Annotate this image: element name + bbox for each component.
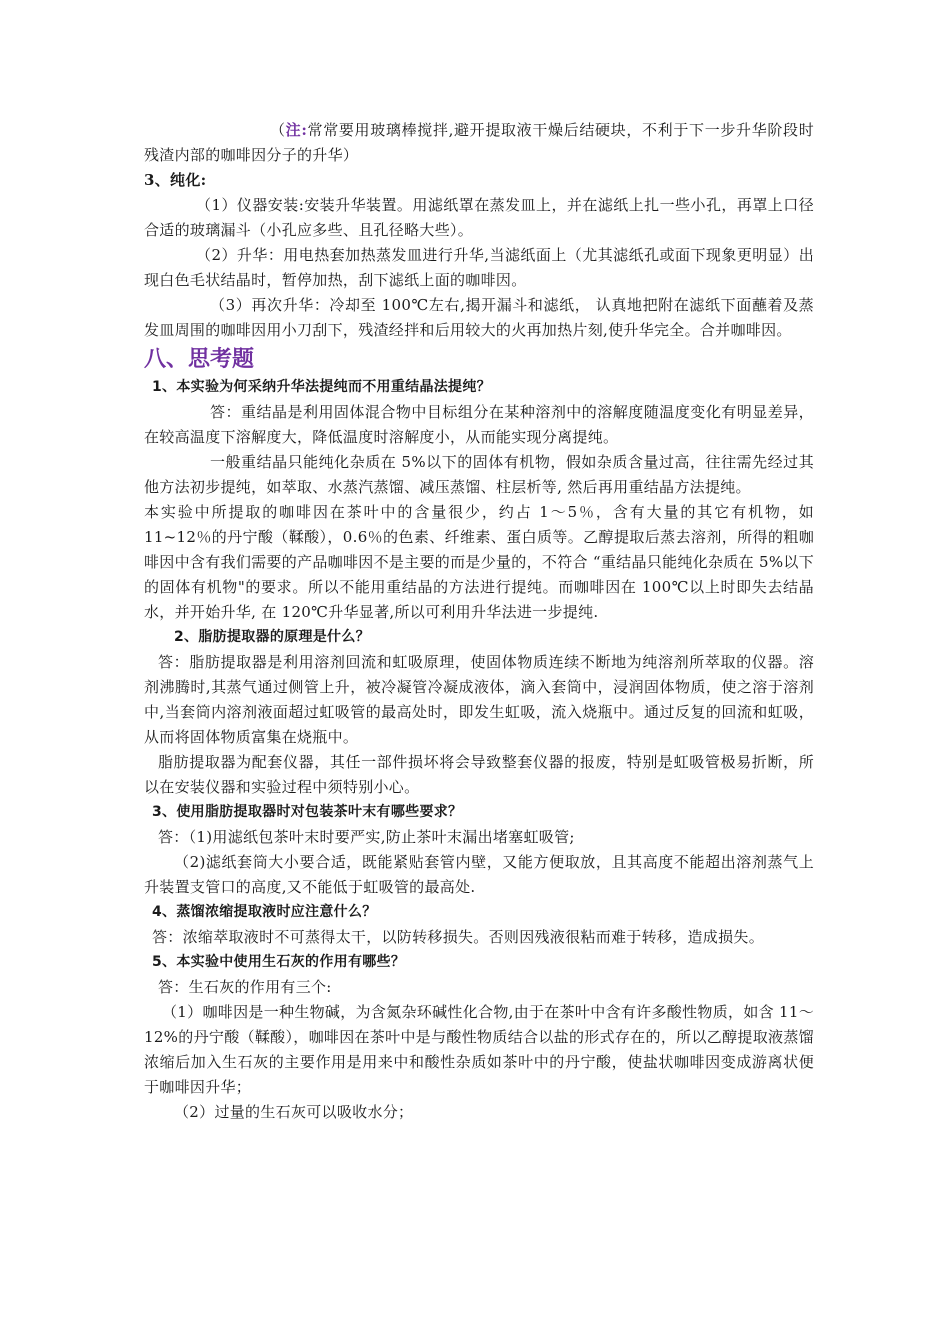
answer-5-item-2: （2）过量的生石灰可以吸收水分； [174, 1103, 414, 1121]
note-open: （ [270, 121, 286, 139]
answer-3-part-1: 答：（1)用滤纸包茶叶末时要严实,防止茶叶末漏出堵塞虹吸管; [158, 828, 575, 846]
note-paragraph [144, 118, 814, 168]
answer-2-part-1: 答：脂肪提取器是利用溶剂回流和虹吸原理，使固体物质连续不断地为纯溶剂所萃取的仪器。溶剂沸腾时,其蒸气通过侧管上升，被冷凝管冷凝成液体，滴入套筒中，浸润固体物质，使之溶于溶剂中,当套筒内溶剂液面超过虹吸管的最高处时，即发生虹吸，流入烧瓶中。通过反复的回流和虹吸，从而将固体物质富集在烧瓶中。 [144, 653, 814, 746]
question-4: 4、蒸馏浓缩提取液时应注意什么？ [152, 904, 377, 920]
question-2: 2、脂肪提取器的原理是什么？ [174, 629, 370, 645]
answer-1-part-1: 答：重结晶是利用固体混合物中目标组分在某种溶剂中的溶解度随温度变化有明显差异，在较高温度下溶解度大，降低温度时溶解度小，从而能实现分离提纯。 [144, 403, 814, 446]
answer-4: 答：浓缩萃取液时不可蒸得太干，以防转移损失。否则因残液很粘而难于转移，造成损失。 [152, 928, 765, 946]
answer-5-item-1: （1）咖啡因是一种生物碱，为含氮杂环碱性化合物,由于在茶叶中含有许多酸性物质，如含 11～12%的丹宁酸（鞣酸），咖啡因在茶叶中是与酸性物质结合以盐的形式存在的，所以乙醇提取液蒸馏浓缩后加入生石灰的主要作用是用来中和酸性杂质如茶叶中的丹宁酸，使盐状咖啡因变成游离状便于咖啡因升华； [144, 1003, 814, 1096]
section-title: 八、思考题 [144, 347, 255, 372]
document-content [144, 118, 814, 1125]
question-1: 1、本实验为何采纳升华法提纯而不用重结晶法提纯？ [152, 379, 491, 395]
question-5: 5、本实验中使用生石灰的作用有哪些？ [152, 954, 406, 970]
answer-1-part-3: 本实验中所提取的咖啡因在茶叶中的含量很少，约占 1～5％，含有大量的其它有机物，如 11~12％的丹宁酸（鞣酸），0.6％的色素、纤维素、蛋白质等。乙醇提取后蒸去溶剂，所得的粗咖啡因中含有我们需要的产品咖啡因不是主要的而是少量的，不符合 “重结晶只能纯化杂质在 5%以下的固体有机物"的要求。所以不能用重结晶的方法进行提纯。而咖啡因在 100℃以上时即失去结晶水，并开始升华, 在 120℃升华显著,所以可利用升华法进一步提纯. [144, 503, 814, 621]
purify-step-3: （3）再次升华：冷却至 100℃左右,揭开漏斗和滤纸， 认真地把附在滤纸下面蘸着及蒸发皿周围的咖啡因用小刀刮下，残渣经拌和后用较大的火再加热片刻,使升华完全。合并咖啡因。 [144, 296, 814, 339]
answer-5-intro: 答：生石灰的作用有三个: [158, 978, 332, 996]
purify-heading: 3、纯化: [144, 171, 207, 189]
answer-2-part-2: 脂肪提取器为配套仪器，其任一部件损坏将会导致整套仪器的报废，特别是虹吸管极易折断，所以在安装仪器和实验过程中须特别小心。 [144, 753, 814, 796]
purify-step-1: （1）仪器安装:安装升华装置。用滤纸罩在蒸发皿上，并在滤纸上扎一些小孔，再罩上口径合适的玻璃漏斗（小孔应多些、且孔径略大些）。 [144, 196, 814, 239]
note-text: 常常要用玻璃棒搅拌,避开提取液干燥后结硬块，不利于下一步升华阶段时残渣内部的咖啡因分子的升华） [144, 121, 814, 164]
question-3: 3、使用脂肪提取器时对包装茶叶末有哪些要求？ [152, 804, 463, 820]
purify-step-2: （2）升华：用电热套加热蒸发皿进行升华,当滤纸面上（尤其滤纸孔或面下现象更明显）出现白色毛状结晶时，暂停加热，刮下滤纸上面的咖啡因。 [144, 246, 814, 289]
answer-3-part-2: （2)滤纸套筒大小要合适，既能紧贴套管内壁，又能方便取放，且其高度不能超出溶剂蒸气上升装置支管口的高度,又不能低于虹吸管的最高处. [144, 853, 814, 896]
answer-1-part-2: 一般重结晶只能纯化杂质在 5%以下的固体有机物，假如杂质含量过高，往往需先经过其他方法初步提纯，如萃取、水蒸汽蒸馏、减压蒸馏、柱层析等, 然后再用重结晶方法提纯。 [144, 453, 814, 496]
note-label: 注: [285, 121, 308, 139]
